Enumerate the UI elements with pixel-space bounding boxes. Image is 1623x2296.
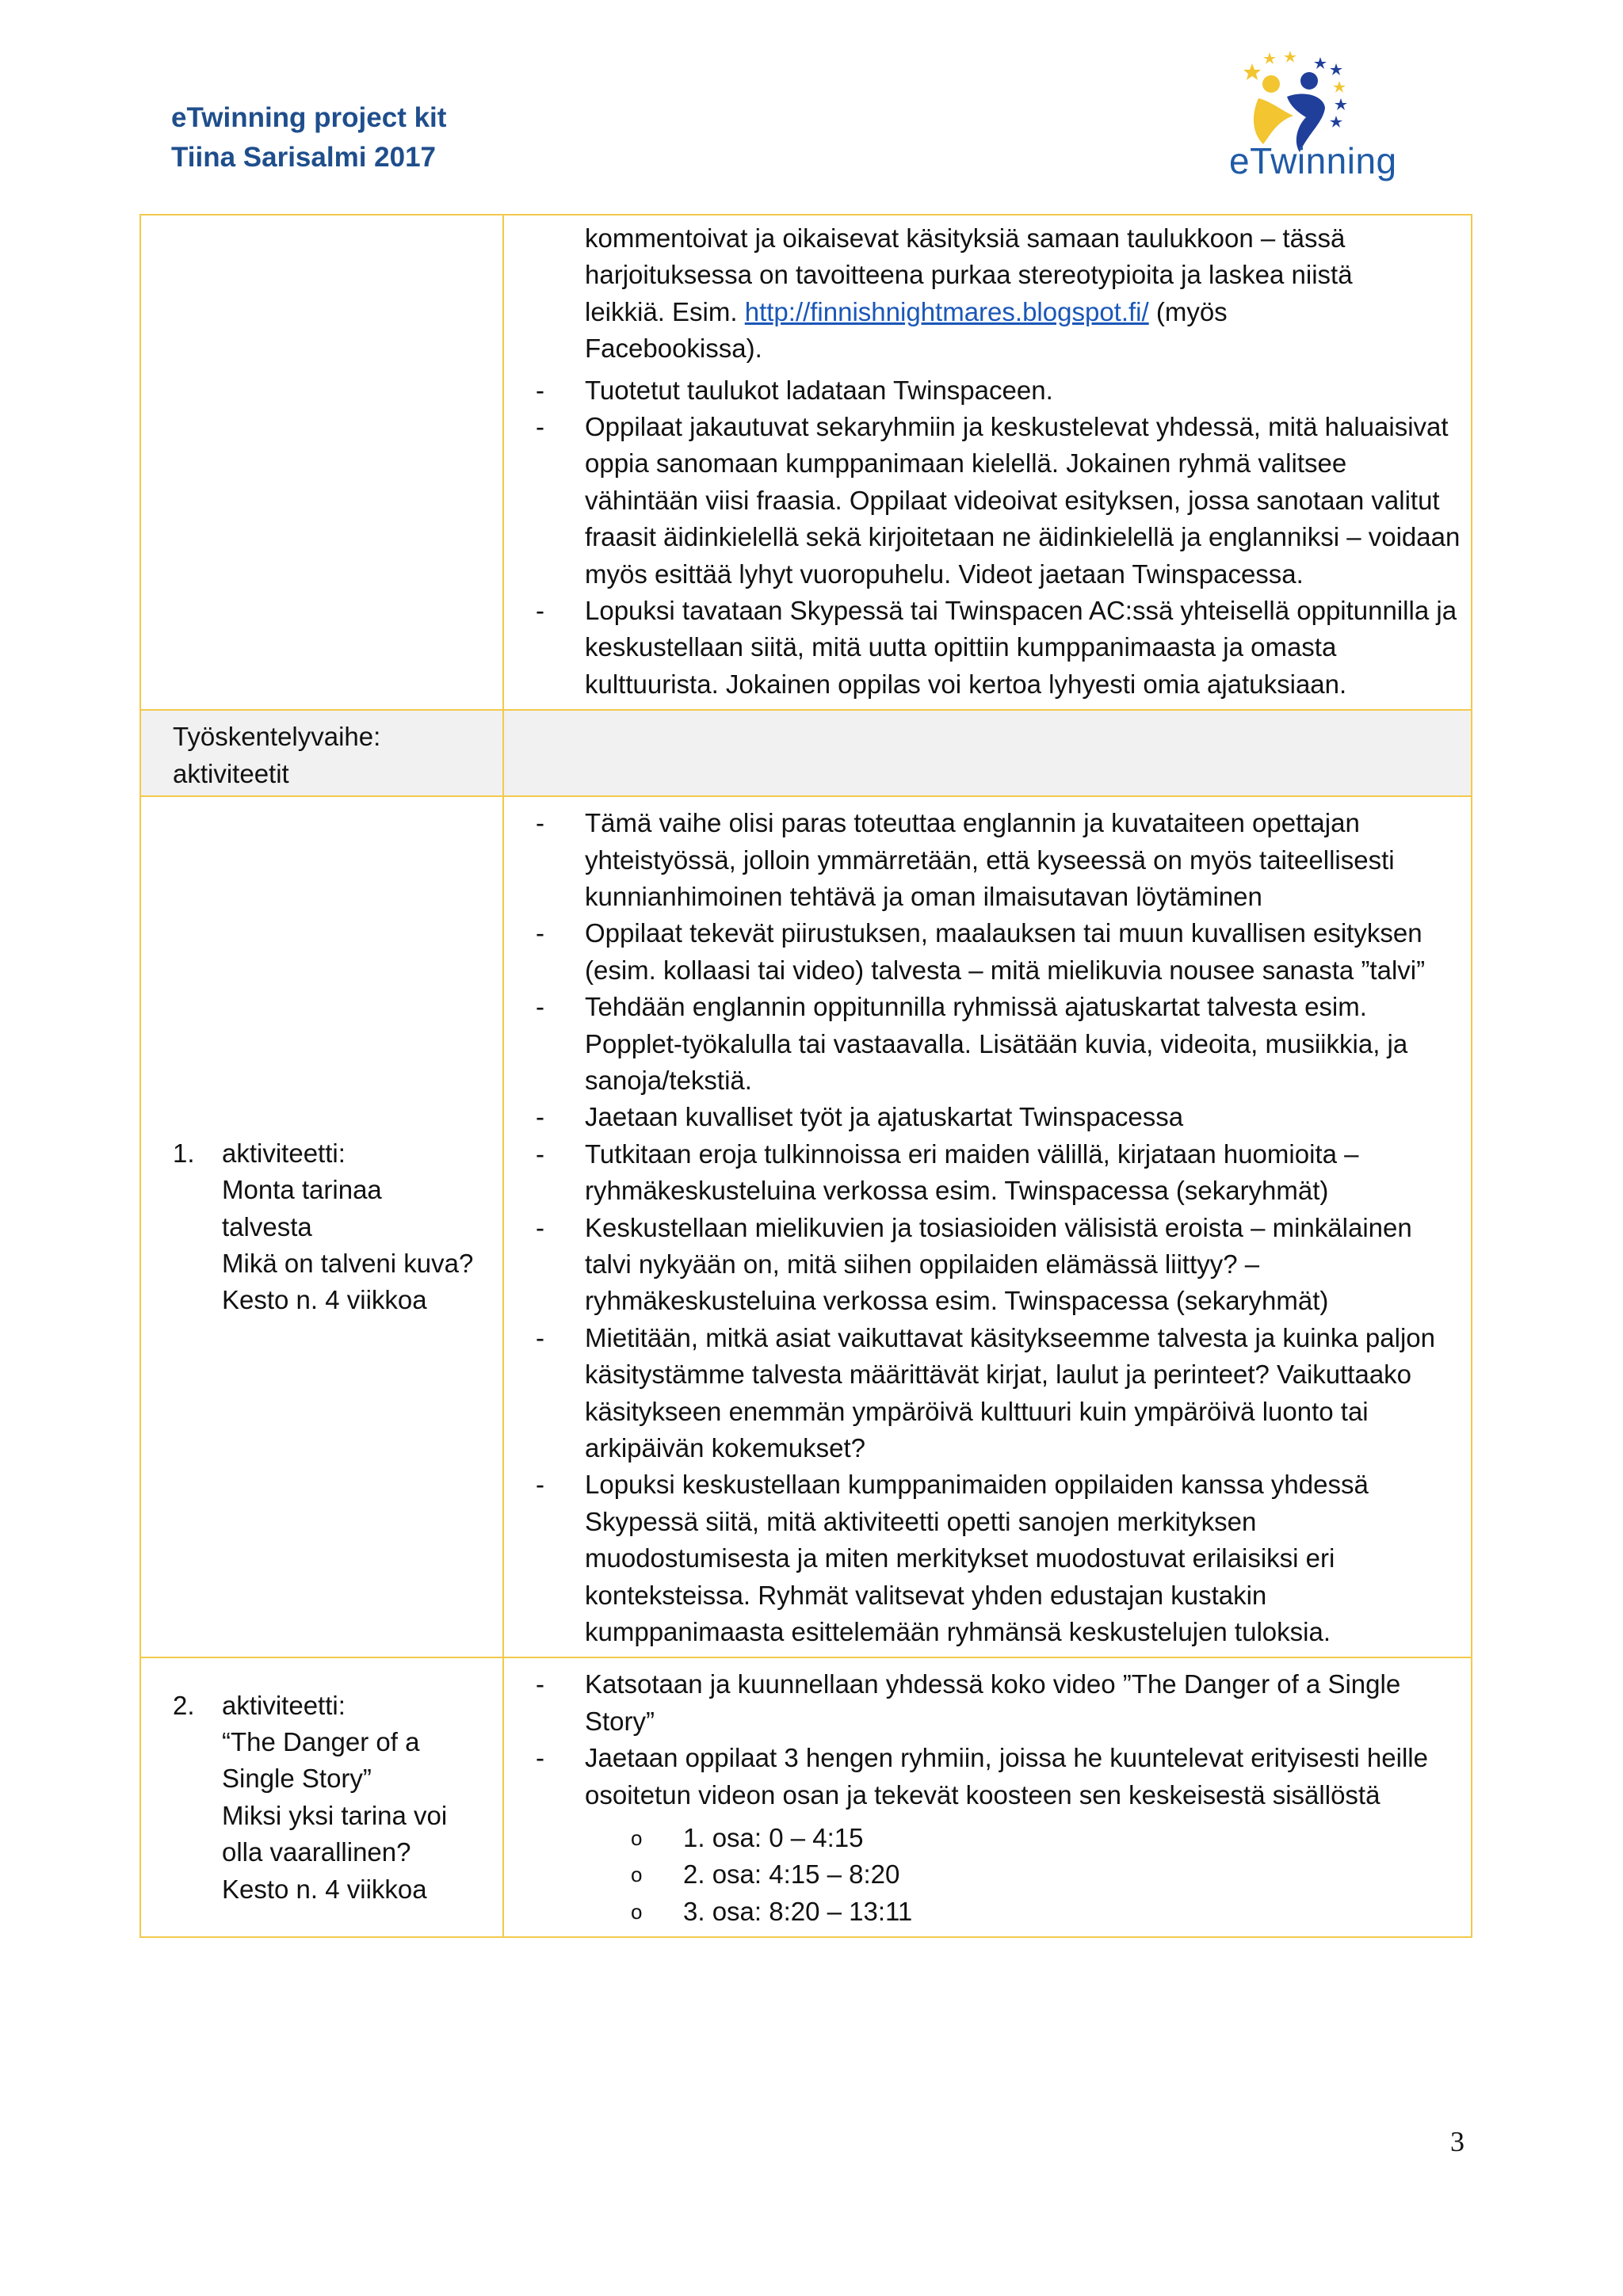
activity-title-line: Mikä on talveni kuva? [222,1248,474,1278]
list-item: - Lopuksi keskustellaan kumppanimaiden oppilaiden kanssa yhdessä Skypessä siitä, mitä aktiviteetti opetti sanojen merkityksen muodostumisesta ja miten merkitykset muodostuvat erilaisiksi eri konteksteissa. Ryhmät valitsevat yhden edustajan kustakin kumppanimaasta esittelemään ryhmänsä keskustelujen tuloksia. [536,1470,1369,1647]
bullet-text: Tuotetut taulukot ladataan Twinspaceen. [585,375,1053,405]
section-label-cell [140,710,503,796]
list-item [504,1894,1471,1930]
bullet-text: Katsotaan ja kuunnellaan yhdessä koko video ”The Danger of a Single Story” [585,1669,1401,1736]
continued-line: harjoituksessa on tavoitteena purkaa stereotypioita ja laskea niistä [585,260,1353,290]
bullet-text: Lopuksi keskustellaan kumppanimaiden oppilaiden kanssa yhdessä Skypessä siitä, mitä aktiviteetti opetti sanojen merkityksen muodostumisesta ja miten merkitykset muodostuvat erilaisiksi eri konteksteissa. Ryhmät valitsevat yhden edustajan kustakin kumppanimaasta esittelemään ryhmänsä keskustelujen tuloksia. [585,1470,1369,1647]
section-label-line: Työskentelyvaihe: [173,722,381,752]
circle-bullet-icon: o [631,1826,643,1851]
bullet-text: Mietitään, mitkä asiat vaikuttavat käsitykseemme talvesta ja kuinka paljon käsitystämme talvesta määrittävät kirjat, laulut ja perinteet? Vaikuttaako käsitykseen enemmän ympäröivä kulttuuri kuin ympäröivä luonto tai arkipäivän kokemukset? [585,1322,1435,1463]
video-part-text: 3. osa: 8:20 – 13:11 [683,1896,913,1926]
list-item: - Lopuksi tavataan Skypessä tai Twinspacen AC:ssä yhteisellä oppitunnilla ja keskustellaan siitä, mitä uutta opittiin kumppanimaasta ja omasta kulttuurista. Jokainen oppilas voi kertoa lyhyesti omia ajatuksiaan. [536,596,1457,699]
activity-number: 2. [173,1690,195,1720]
circle-bullet-icon: o [631,1863,643,1887]
table-row-activity-1 [140,796,1472,1657]
list-item: - Keskustellaan mielikuvien ja tosiasioiden välisistä eroista – minkälainen talvi nykyään on, mitä siihen oppilaiden elämässä liittyy? – ryhmäkeskusteluina verkossa esim. Twinspacessa (sekaryhmät) [536,1212,1412,1316]
bullet-text: Jaetaan oppilaat 3 hengen ryhmiin, joissa he kuuntelevat erityisesti heille osoitetun videon osan ja tekevät koosteen sen keskeisestä sisällöstä [585,1743,1428,1810]
activity-2-title [141,1688,502,1908]
activity-duration: Kesto n. 4 viikkoa [222,1285,427,1315]
activity-1-title-cell [140,796,503,1657]
bullet-text: Lopuksi tavataan Skypessä tai Twinspacen AC:ssä yhteisellä oppitunnilla ja keskustellaan siitä, mitä uutta opittiin kumppanimaasta ja omasta kulttuurista. Jokainen oppilas voi kertoa lyhyesti omia ajatuksiaan. [585,596,1457,699]
list-item [504,1856,1471,1893]
activity-title-line: Miksi yksi tarina voi [222,1800,448,1830]
list-item: - Mietitään, mitkä asiat vaikuttavat käsitykseemme talvesta ja kuinka paljon käsitystämme talvesta määrittävät kirjat, laulut ja perinteet? Vaikuttaako käsitykseen enemmän ympäröivä kulttuuri kuin ympäröivä luonto tai arkipäivän kokemukset? [536,1322,1435,1463]
list-item: - Tuotetut taulukot ladataan Twinspaceen. [536,375,1053,405]
activity-title-line: “The Danger of a [222,1727,420,1757]
bullet-text: Tutkitaan eroja tulkinnoissa eri maiden välillä, kirjataan huomioita – ryhmäkeskusteluina verkossa esim. Twinspacessa (sekaryhmät) [585,1138,1359,1206]
bullet-text: Jaetaan kuvalliset työt ja ajatuskartat Twinspacessa [585,1102,1184,1132]
list-item: - Jaetaan oppilaat 3 hengen ryhmiin, joissa he kuuntelevat erityisesti heille osoitetun videon osan ja tekevät koosteen sen keskeisestä sisällöstä [536,1743,1428,1810]
bullet-text: Tämä vaihe olisi paras toteuttaa englannin ja kuvataiteen opettajan yhteistyössä, jolloin ymmärretään, että kyseessä on myös taiteellisesti kunnianhimoinen tehtävä ja oman ilmaisutavan löytäminen [585,808,1395,911]
section-label-empty-cell [503,710,1472,796]
circle-bullet-icon: o [631,1899,643,1924]
activity-title-line: olla vaarallinen? [222,1837,411,1867]
table-row-continued [140,215,1472,710]
list-item: - Tämä vaihe olisi paras toteuttaa englannin ja kuvataiteen opettajan yhteistyössä, jolloin ymmärretään, että kyseessä on myös taiteellisesti kunnianhimoinen tehtävä ja oman ilmaisutavan löytäminen [536,808,1395,911]
table-row-section-label [140,710,1472,796]
bullet-text: Oppilaat jakautuvat sekaryhmiin ja keskustelevat yhdessä, mitä haluaisivat oppia sanomaan kumppanimaan kielellä. Jokainen ryhmä valitsee vähintään viisi fraasia. Oppilaat videoivat esityksen, jossa sanotaan valitut fraasit äidinkielellä sekä kirjoitetaan ne äidinkielellä ja englanniksi – voidaan myös esittää lyhyt vuoropuhelu. Videot jaetaan Twinspacessa. [585,412,1461,589]
continued-paragraph [504,215,1471,372]
document-header [171,98,446,177]
page-number: 3 [1450,2126,1465,2157]
list-item: - Oppilaat jakautuvat sekaryhmiin ja keskustelevat yhdessä, mitä haluaisivat oppia sanomaan kumppanimaan kielellä. Jokainen ryhmä valitsee vähintään viisi fraasia. Oppilaat videoivat esityksen, jossa sanotaan valitut fraasit äidinkielellä sekä kirjoitetaan ne äidinkielellä ja englanniksi – voidaan myös esittää lyhyt vuoropuhelu. Videot jaetaan Twinspacessa. [536,412,1461,589]
activity-1-title [141,1135,502,1319]
list-item: - Tutkitaan eroja tulkinnoissa eri maiden välillä, kirjataan huomioita – ryhmäkeskusteluina verkossa esim. Twinspacessa (sekaryhmät) [536,1138,1359,1206]
continued-content-cell [503,215,1472,710]
activity-1-content-cell [503,796,1472,1657]
activity-2-bullet-list [504,1658,1471,1820]
section-label-line: aktiviteetit [173,758,289,788]
continued-link-line [585,294,1463,330]
activity-title-line: aktiviteetti: [222,1690,346,1720]
activity-duration: Kesto n. 4 viikkoa [222,1874,427,1904]
list-item: - Katsotaan ja kuunnellaan yhdessä koko video ”The Danger of a Single Story” [536,1669,1401,1736]
activity-title-line: aktiviteetti: [222,1138,346,1168]
activity-title-line: talvesta [222,1211,312,1241]
continued-post-link: (myös [1148,296,1228,326]
etwinning-logo-text: eTwinning [1229,140,1397,181]
table-row-activity-2 [140,1657,1472,1937]
activity-2-content-cell [503,1657,1472,1937]
bullet-text: Keskustellaan mielikuvien ja tosiasioiden välisistä eroista – minkälainen talvi nykyään on, mitä siihen oppilaiden elämässä liittyy? – ryhmäkeskusteluina verkossa esim. Twinspacessa (sekaryhmät) [585,1212,1412,1316]
list-item [504,1820,1471,1856]
bullet-text: Tehdään englannin oppitunnilla ryhmissä ajatuskartat talvesta esim. Popplet-työkalulla tai vastaavalla. Lisätään kuvia, videoita, musiikkia, ja sanoja/tekstiä. [585,992,1408,1095]
header-author-year: Tiina Sarisalmi 2017 [171,142,437,173]
list-item: - Tehdään englannin oppitunnilla ryhmissä ajatuskartat talvesta esim. Popplet-työkalulla tai vastaavalla. Lisätään kuvia, videoita, musiikkia, ja sanoja/tekstiä. [536,992,1408,1095]
video-part-text: 1. osa: 0 – 4:15 [683,1823,864,1853]
activity-1-bullet-list [504,797,1471,1657]
video-part-text: 2. osa: 4:15 – 8:20 [683,1859,900,1890]
activity-title-line: Monta tarinaa [222,1175,382,1205]
bullet-text: Oppilaat tekevät piirustuksen, maalauksen tai muun kuvallisen esityksen (esim. kollaasi tai video) talvesta – mitä mielikuvia nousee sanasta ”talvi” [585,918,1426,985]
activity-title-line: Single Story” [222,1764,372,1794]
list-item: - Jaetaan kuvalliset työt ja ajatuskartat Twinspacessa [536,1102,1184,1132]
continued-line: Facebookissa). [585,334,762,364]
header-kit-title: eTwinning project kit [171,102,447,133]
activity-number: 1. [173,1138,195,1168]
activities-table [139,214,1472,1938]
video-parts-list [504,1820,1471,1936]
left-cell-empty [140,215,503,710]
continued-line: kommentoivat ja oikaisevat käsityksiä samaan taulukkoon – tässä [585,223,1346,253]
activity-2-title-cell [140,1657,503,1937]
continued-pre-link: leikkiä. Esim. [585,296,745,326]
continued-bullet-list [504,372,1471,710]
list-item: - Oppilaat tekevät piirustuksen, maalauksen tai muun kuvallisen esityksen (esim. kollaasi tai video) talvesta – mitä mielikuvia nousee sanasta ”talvi” [536,918,1426,985]
finnish-nightmares-link[interactable]: http://finnishnightmares.blogspot.fi/ [744,296,1149,326]
